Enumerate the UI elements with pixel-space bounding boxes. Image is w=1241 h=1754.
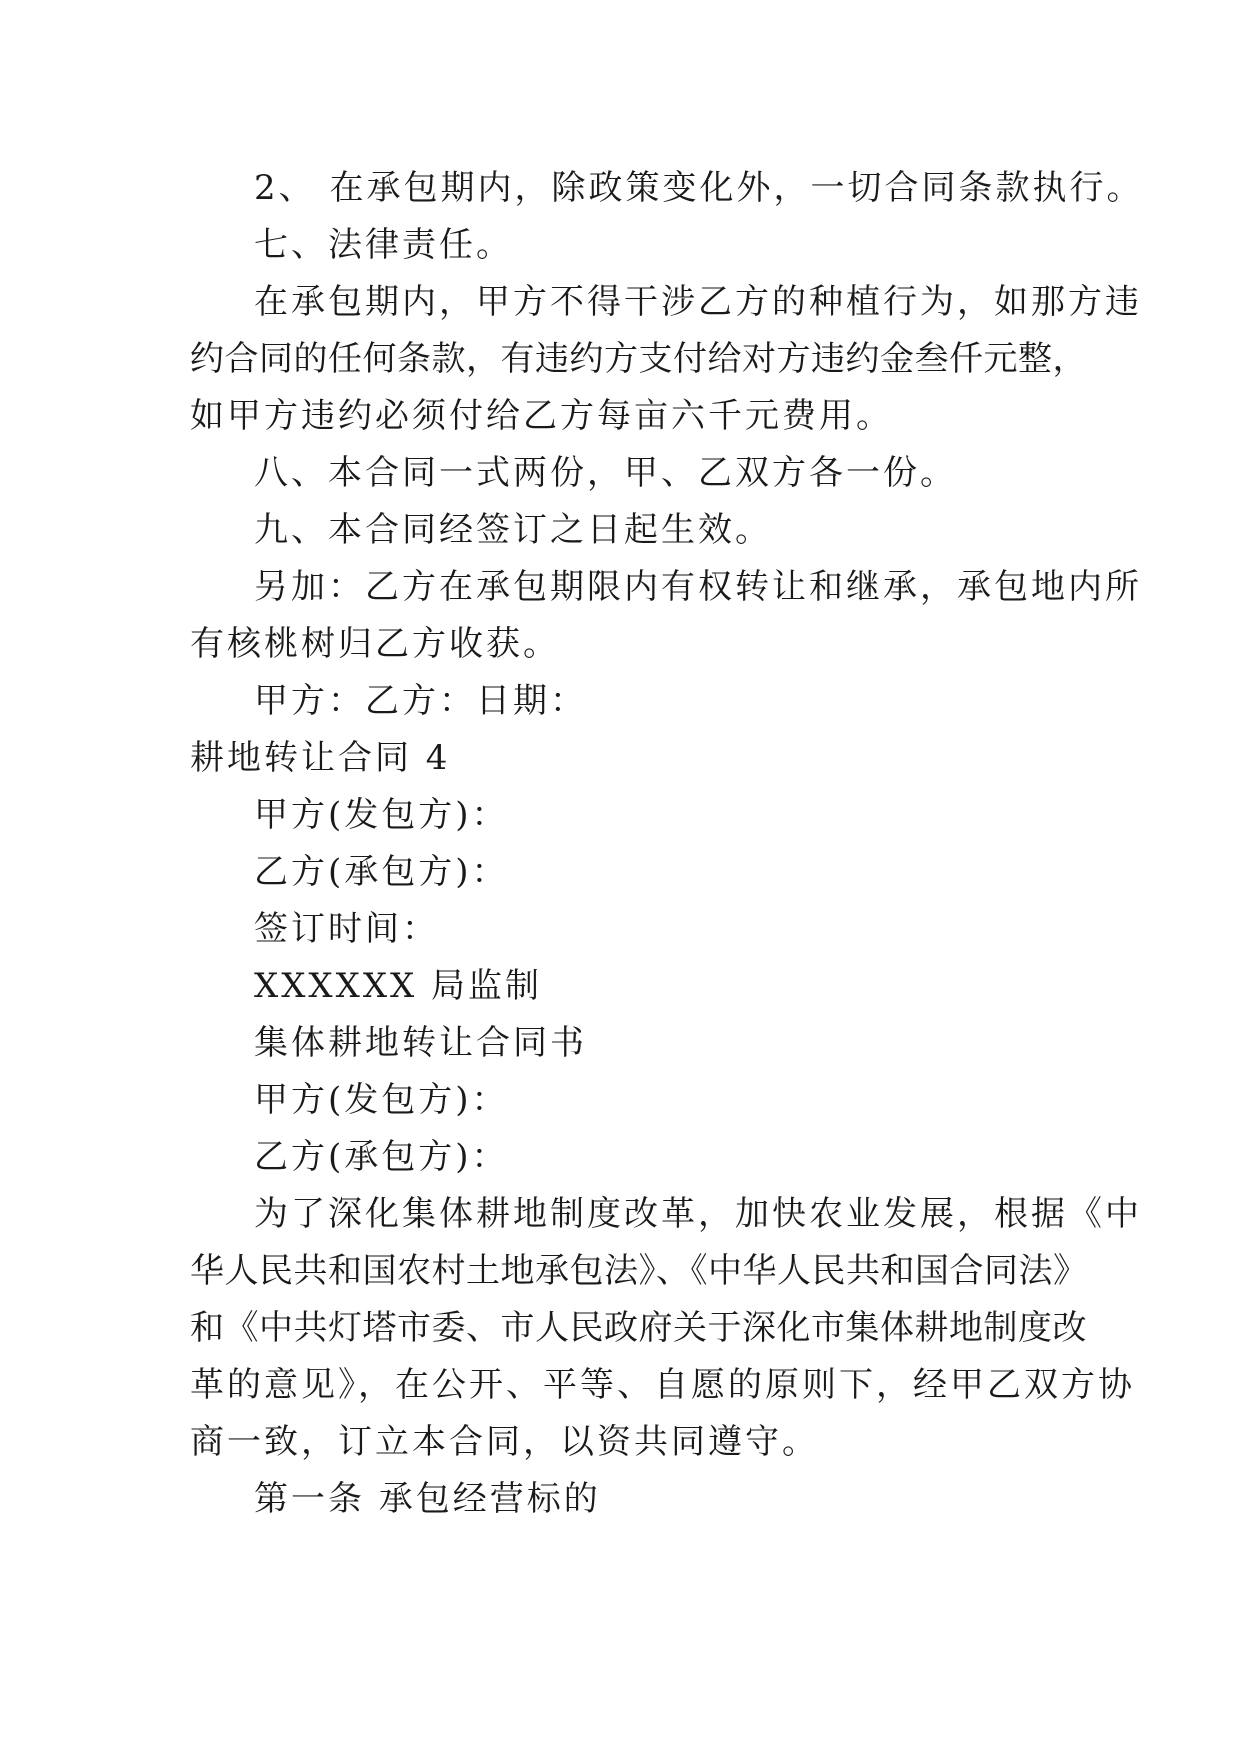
signing-time-label: 签订时间： [254, 909, 439, 949]
document-title: 耕地转让合同 4 [190, 738, 451, 778]
paragraph-line: 九、本合同经签订之日起生效。 [254, 510, 772, 550]
paragraph-line: 约合同的任何条款，有违约方支付给对方违约金叁仟元整， [190, 339, 1087, 379]
party-a-label: 甲方(发包方)： [254, 1080, 509, 1120]
clause-text: 2、 在承包期内，除政策变化外，一切合同条款执行。 [254, 168, 1144, 208]
article-heading: 第一条 承包经营标的 [254, 1479, 601, 1519]
signature-line: 甲方：乙方：日期： [254, 681, 587, 721]
section-heading: 七、法律责任。 [254, 225, 513, 265]
party-a-label: 甲方(发包方)： [254, 795, 509, 835]
party-b-label: 乙方(承包方)： [254, 1137, 509, 1177]
paragraph-line: 革的意见》，在公开、平等、自愿的原则下，经甲乙双方协 [190, 1365, 1135, 1405]
paragraph-line: 华人民共和国农村土地承包法》、《中华人民共和国合同法》 [190, 1251, 1088, 1291]
supervisor-line: XXXXXX 局监制 [254, 966, 543, 1006]
paragraph-line: 和《中共灯塔市委、市人民政府关于深化市集体耕地制度改 [190, 1308, 1087, 1348]
paragraph-line: 另加：乙方在承包期限内有权转让和继承，承包地内所 [254, 567, 1142, 607]
paragraph-line: 在承包期内，甲方不得干涉乙方的种植行为，如那方违 [254, 282, 1142, 322]
paragraph-line: 商一致，订立本合同，以资共同遵守。 [190, 1422, 819, 1462]
paragraph-line: 有核桃树归乙方收获。 [190, 624, 560, 664]
contract-subtitle: 集体耕地转让合同书 [254, 1023, 587, 1063]
paragraph-line: 为了深化集体耕地制度改革，加快农业发展，根据《中 [254, 1194, 1142, 1234]
party-b-label: 乙方(承包方)： [254, 852, 509, 892]
paragraph-line: 八、本合同一式两份，甲、乙双方各一份。 [254, 453, 957, 493]
paragraph-line: 如甲方违约必须付给乙方每亩六千元费用。 [190, 396, 893, 436]
